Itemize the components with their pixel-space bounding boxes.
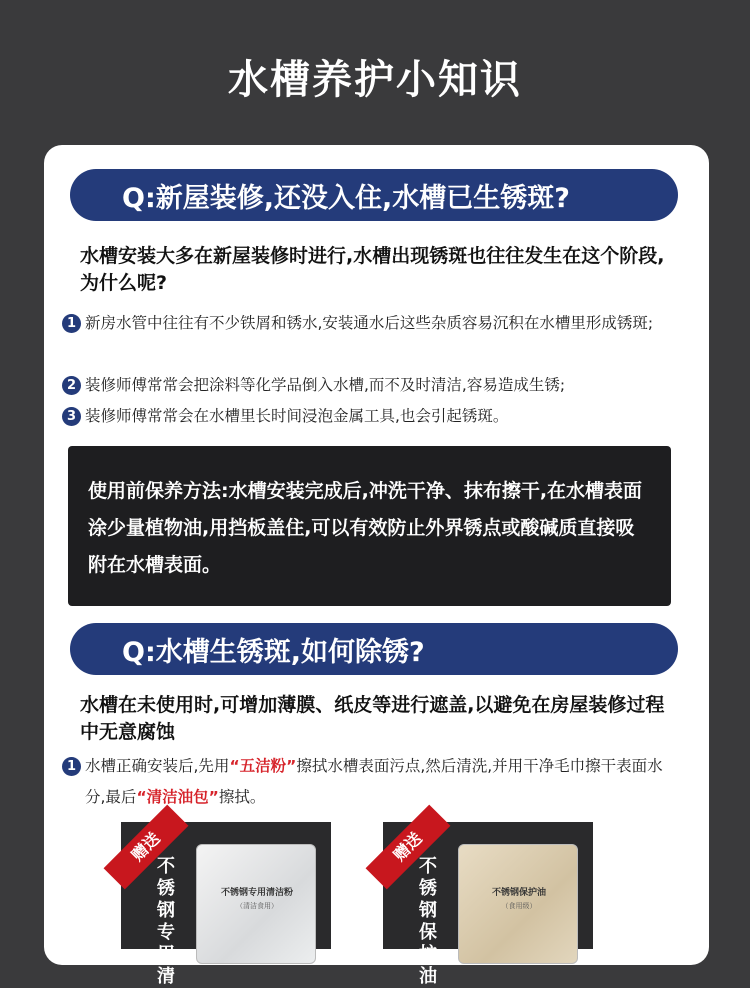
number-badge-2: 2 bbox=[62, 376, 81, 395]
product-vertical-label: 不锈钢专用清 bbox=[157, 856, 175, 987]
highlight-cleaning-powder: “五洁粉” bbox=[229, 757, 297, 775]
reason-item-3 bbox=[62, 401, 682, 432]
step-text-part2: 擦拭水槽表面污点,然后清洗,并用干净毛巾擦干表面水分,最后 bbox=[85, 757, 663, 806]
reason-text-3: 装修师傅常常会在水槽里长时间浸泡金属工具,也会引起锈斑。 bbox=[85, 407, 509, 425]
number-badge-4: 1 bbox=[62, 757, 81, 776]
maintenance-tip-box: 使用前保养方法:水槽安装完成后,冲洗干净、抹布擦干,在水槽表面涂少量植物油,用挡板盖住,可以有效防止外界锈点或酸碱质直接吸附在水槽表面。 bbox=[68, 446, 671, 606]
gift-product-oil bbox=[383, 822, 593, 987]
reason-item-2 bbox=[62, 370, 682, 401]
gift-product-powder bbox=[121, 822, 331, 987]
reason-text-2: 装修师傅常常会把涂料等化学品倒入水槽,而不及时清洁,容易造成生锈; bbox=[85, 376, 566, 394]
question-banner-1: Q:新屋装修,还没入住,水槽已生锈斑? bbox=[70, 169, 678, 221]
number-badge-3: 3 bbox=[62, 407, 81, 426]
packet-subtitle: （食用级） bbox=[501, 902, 537, 910]
number-badge-1: 1 bbox=[62, 314, 81, 333]
gift-ribbon: 赠送 bbox=[366, 805, 451, 890]
page-title: 水槽养护小知识 bbox=[228, 57, 522, 103]
section2-lead: 水槽在未使用时,可增加薄膜、纸皮等进行遮盖,以避免在房屋装修过程中无意腐蚀 bbox=[80, 694, 665, 743]
removal-step-text bbox=[85, 751, 682, 813]
step-text-part1: 水槽正确安装后,先用 bbox=[85, 757, 230, 775]
removal-step-item bbox=[62, 751, 682, 813]
powder-packet-image bbox=[196, 844, 316, 964]
packet-title: 不锈钢保护油 bbox=[491, 888, 546, 898]
highlight-cleaning-oil: “清洁油包” bbox=[136, 788, 219, 806]
reason-text-1: 新房水管中往往有不少铁屑和锈水,安装通水后这些杂质容易沉积在水槽里形成锈斑; bbox=[85, 314, 654, 332]
packet-subtitle: （清洁食用） bbox=[236, 902, 278, 910]
reason-item-1 bbox=[62, 308, 682, 339]
gift-ribbon: 赠送 bbox=[104, 805, 189, 890]
oil-packet-image bbox=[458, 844, 578, 964]
question-banner-2: Q:水槽生锈斑,如何除锈? bbox=[70, 623, 678, 675]
step-text-part3: 擦拭。 bbox=[218, 788, 266, 806]
product-vertical-label: 不锈钢保护油 bbox=[419, 856, 437, 987]
section1-lead: 水槽安装大多在新屋装修时进行,水槽出现锈斑也往往发生在这个阶段,为什么呢? bbox=[80, 245, 665, 294]
packet-title: 不锈钢专用清洁粉 bbox=[220, 888, 293, 898]
